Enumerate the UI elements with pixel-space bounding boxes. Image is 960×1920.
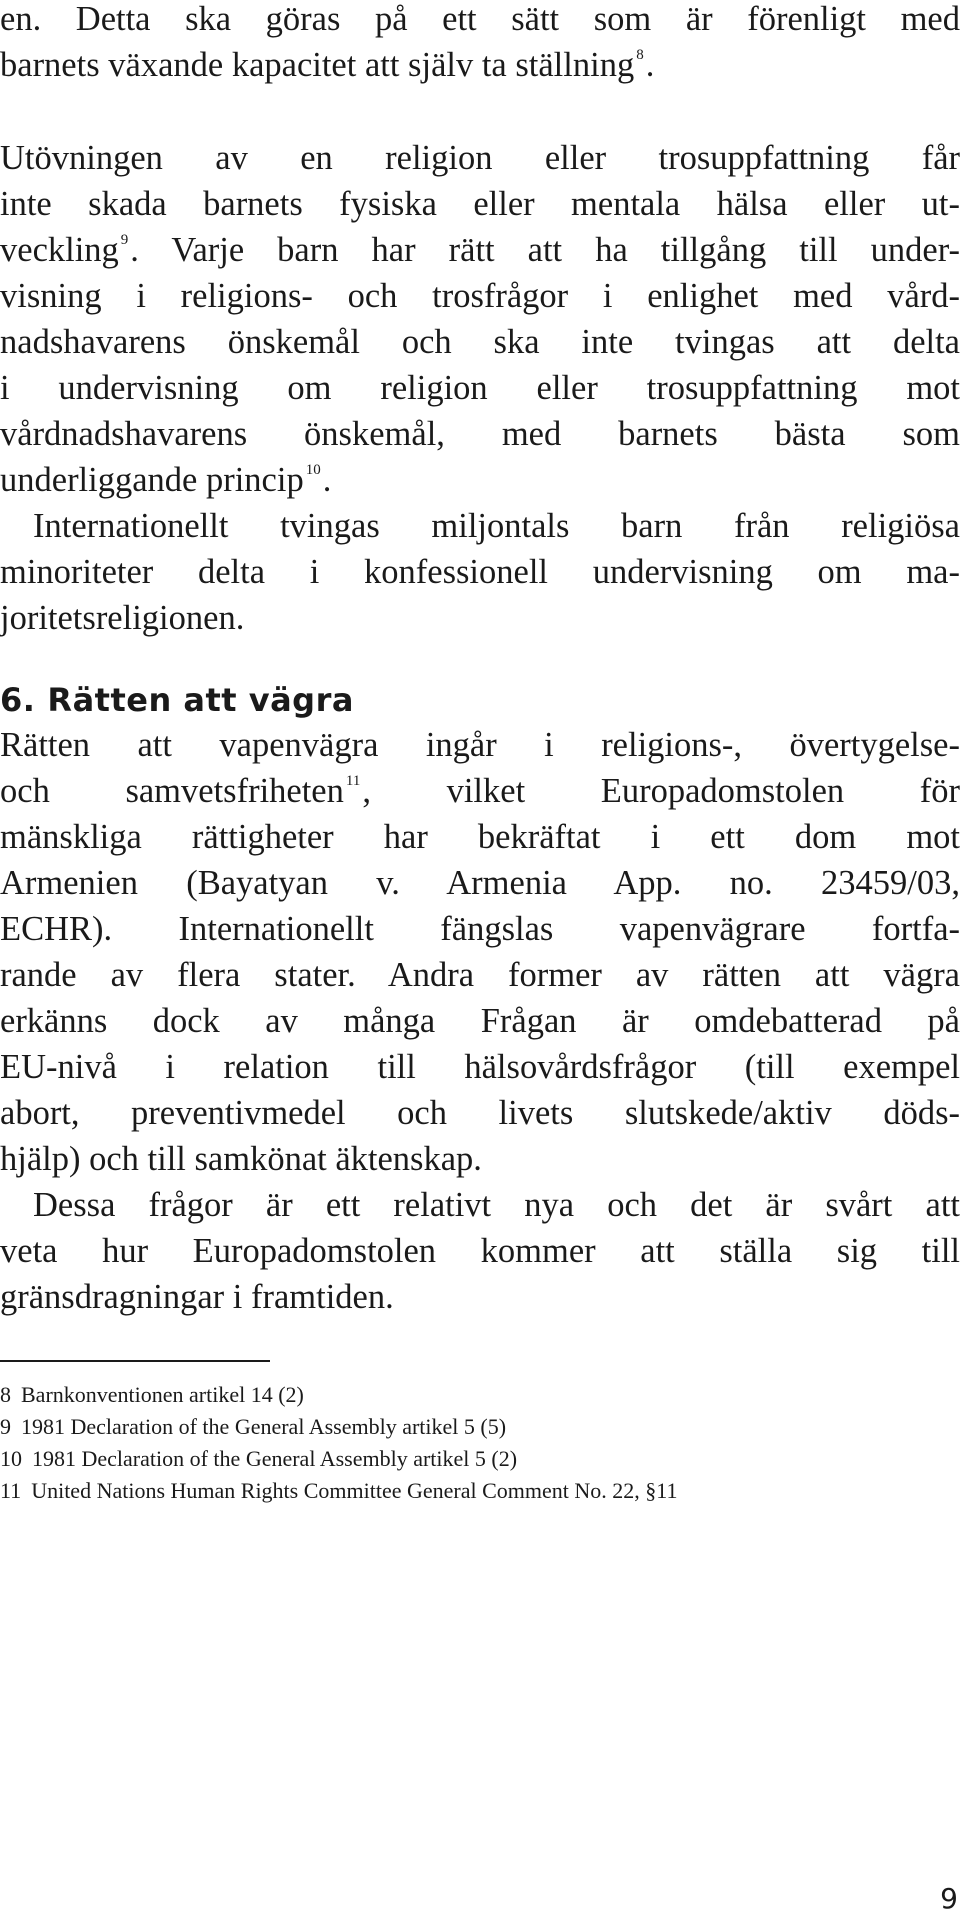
- footnote: [0, 1384, 960, 1406]
- section-heading: [0, 681, 354, 719]
- footnote-separator: [0, 1360, 270, 1362]
- body-text-line: Internationellt tvingas miljontals barn från religiösa: [33, 507, 960, 545]
- footnote: [0, 1448, 960, 1470]
- text-segment: . Varje barn har rätt att ha tillgång till under-: [130, 231, 960, 269]
- body-text-line: [0, 48, 960, 83]
- footnote-number: 10: [0, 1446, 22, 1471]
- text-segment: , vilket Europadomstolen för: [362, 772, 960, 810]
- body-text-line: visning i religions- och trosfrågor i enlighet med vård-: [0, 277, 960, 315]
- body-text-line: hjälp) och till samkönat äktenskap.: [0, 1140, 482, 1178]
- body-text-line: [0, 774, 960, 809]
- text-segment: barnets växande kapacitet att själv ta ställning: [0, 46, 635, 84]
- body-text-line: joritetsreligionen.: [0, 599, 245, 637]
- text-segment: .: [645, 46, 655, 84]
- footnote-number: 9: [0, 1414, 11, 1439]
- body-text-line: [0, 463, 960, 498]
- footnote-text: 1981 Declaration of the General Assembly artikel 5 (2): [32, 1446, 518, 1471]
- body-text-line: mänskliga rättigheter har bekräftat i ett dom mot: [0, 818, 960, 856]
- footnote-reference[interactable]: 10: [305, 462, 321, 478]
- body-text-line: nadshavarens önskemål och ska inte tvingas att delta: [0, 323, 960, 361]
- section-title: Rätten att vägra: [47, 681, 354, 719]
- footnote: [0, 1480, 960, 1502]
- body-text-line: vårdnadshavarens önskemål, med barnets bästa som: [0, 415, 960, 453]
- section-number: 6.: [0, 681, 36, 719]
- text-segment: och samvetsfriheten: [0, 772, 344, 810]
- body-text-line: minoriteter delta i konfessionell undervisning om ma-: [0, 553, 960, 591]
- body-text-line: rande av flera stater. Andra former av rätten att vägra: [0, 956, 960, 994]
- footnote-number: 8: [0, 1382, 11, 1407]
- footnote-reference[interactable]: 8: [636, 47, 644, 63]
- text-segment: veckling: [0, 231, 119, 269]
- text-segment: underliggande princip: [0, 461, 304, 499]
- footnote-number: 11: [0, 1478, 22, 1503]
- body-text-line: Rätten att vapenvägra ingår i religions-, övertygelse-: [0, 726, 960, 764]
- body-text-line: veta hur Europadomstolen kommer att ställa sig till: [0, 1232, 960, 1270]
- body-text-line: abort, preventivmedel och livets slutskede/aktiv döds-: [0, 1094, 960, 1132]
- body-text-line: inte skada barnets fysiska eller mentala hälsa eller ut-: [0, 185, 960, 223]
- body-text-line: [0, 233, 960, 268]
- body-text-line: en. Detta ska göras på ett sätt som är förenligt med: [0, 0, 960, 38]
- footnote-text: United Nations Human Rights Committee General Comment No. 22, §11: [31, 1478, 678, 1503]
- footnote: [0, 1416, 960, 1438]
- body-text-line: ECHR). Internationellt fängslas vapenvägrare fortfa-: [0, 910, 960, 948]
- page-number: 9: [940, 1882, 958, 1915]
- text-segment: .: [322, 461, 332, 499]
- footnote-reference[interactable]: 9: [120, 232, 129, 248]
- body-text-line: erkänns dock av många Frågan är omdebatterad på: [0, 1002, 960, 1040]
- body-text-line: Armenien (Bayatyan v. Armenia App. no. 23459/03,: [0, 864, 960, 902]
- footnote-text: 1981 Declaration of the General Assembly artikel 5 (5): [21, 1414, 507, 1439]
- body-text-line: i undervisning om religion eller trosuppfattning mot: [0, 369, 960, 407]
- footnote-text: Barnkonventionen artikel 14 (2): [21, 1382, 304, 1407]
- body-text-line: Utövningen av en religion eller trosuppfattning får: [0, 139, 960, 177]
- body-text-line: Dessa frågor är ett relativt nya och det är svårt att: [33, 1186, 960, 1224]
- footnote-reference[interactable]: 11: [345, 773, 361, 789]
- body-text-line: gränsdragningar i framtiden.: [0, 1278, 394, 1316]
- body-text-line: EU-nivå i relation till hälsovårdsfrågor (till exempel: [0, 1048, 960, 1086]
